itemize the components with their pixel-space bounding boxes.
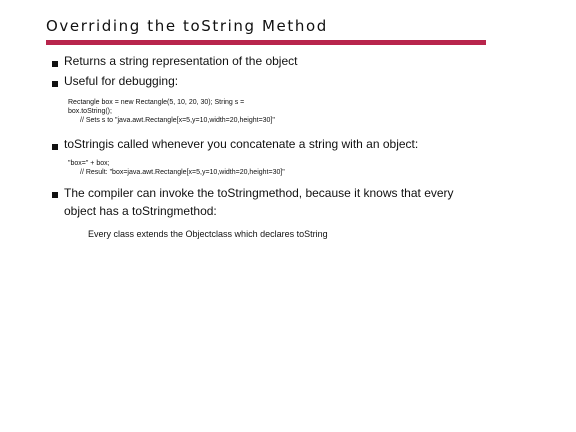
bullet-text-4-line1: The compiler can invoke the toStringmethod, because it knows that every xyxy=(64,186,454,200)
code-block-2 xyxy=(68,159,285,177)
slide-title: Overriding the toString Method xyxy=(46,17,328,35)
bullet-marker xyxy=(52,144,58,150)
code-comment: // Sets s to "java.awt.Rectangle[x=5,y=10,width=20,height=30]" xyxy=(80,117,275,124)
code-block-1 xyxy=(68,98,275,125)
code-line: "box=" + box; xyxy=(68,160,110,167)
bullet-text-4 xyxy=(64,184,454,220)
code-line: Rectangle box = new Rectangle(5, 10, 20, 30); String s = xyxy=(68,99,245,106)
code-line: box.toString(); xyxy=(68,108,112,115)
code-comment: // Result: "box=java.awt.Rectangle[x=5,y=10,width=20,height=30]" xyxy=(80,169,285,176)
sub-note: Every class extends the Objectclass which declares toString xyxy=(88,229,328,239)
bullet-text-2: Useful for debugging: xyxy=(64,74,179,88)
bullet-text-1: Returns a string representation of the object xyxy=(64,54,298,68)
bullet-marker xyxy=(52,192,58,198)
bullet-marker xyxy=(52,61,58,67)
bullet-marker xyxy=(52,81,58,87)
title-underline xyxy=(46,40,486,45)
bullet-text-4-line2: object has a toStringmethod: xyxy=(64,204,217,218)
bullet-text-3: toStringis called whenever you concatenate a string with an object: xyxy=(64,137,419,151)
